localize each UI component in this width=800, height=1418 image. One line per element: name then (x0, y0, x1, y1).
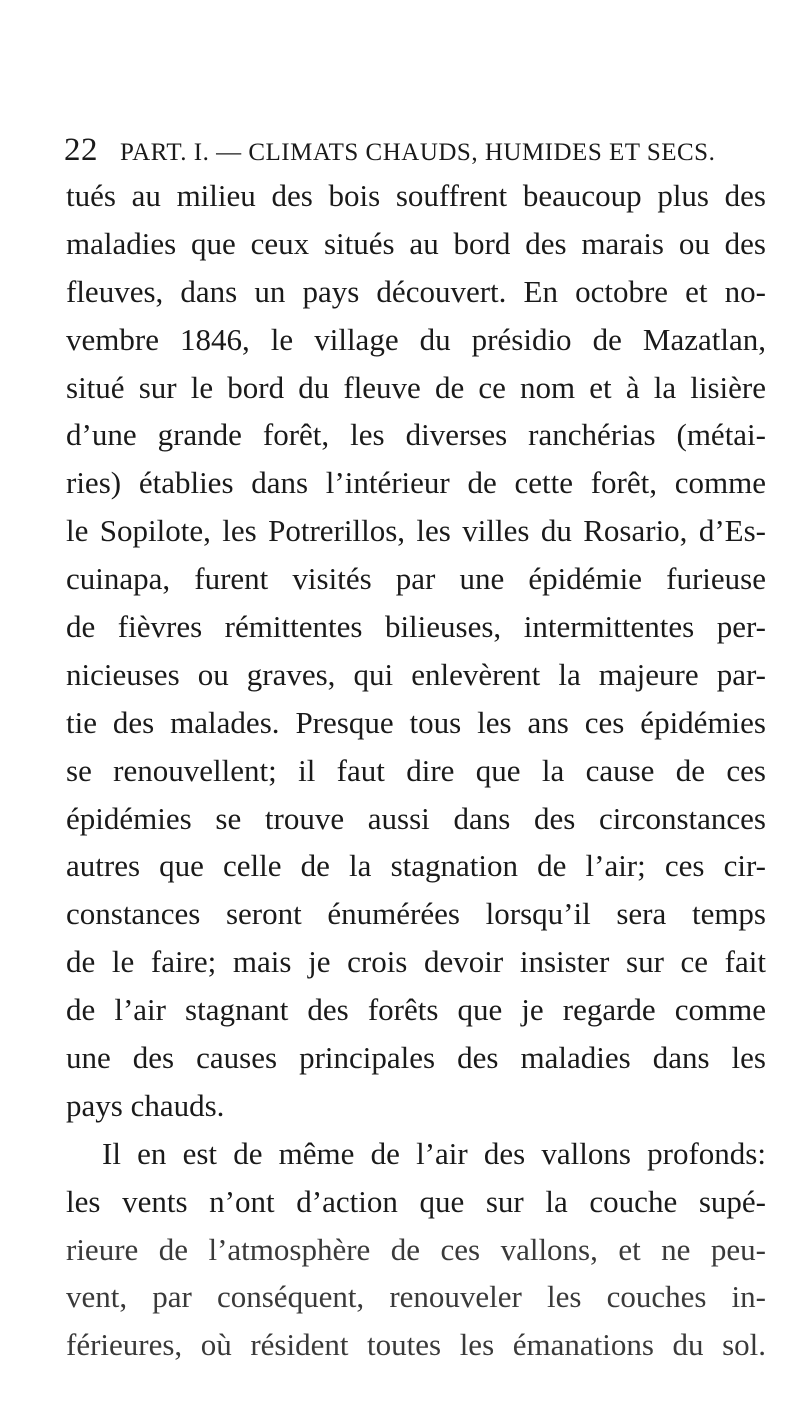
text-line: cuinapa, furent visités par une épidémie furieuse (66, 561, 766, 597)
text-line: situé sur le bord du fleuve de ce nom et à la lisière (66, 369, 766, 405)
text-line: ries) établies dans l’intérieur de cette forêt, comme (66, 465, 766, 501)
body-text (66, 172, 766, 1369)
text-line: autres que celle de la stagnation de l’air; ces cir- (66, 848, 766, 884)
paragraph-start-line: Il en est de même de l’air des vallons profonds: (102, 1135, 766, 1171)
text-line: tie des malades. Presque tous les ans ces épidémies (66, 704, 766, 740)
running-header (64, 132, 764, 172)
paragraph-end-line: pays chauds. (66, 1087, 225, 1123)
page-number: 22 (64, 132, 98, 168)
text-line: tués au milieu des bois souffrent beaucoup plus des (66, 178, 766, 213)
text-line: de l’air stagnant des forêts que je regarde comme (66, 992, 766, 1028)
text-line: de fièvres rémittentes bilieuses, intermittentes per- (66, 609, 766, 645)
text-line: vembre 1846, le village du présidio de Mazatlan, (66, 321, 766, 357)
text-line: les vents n’ont d’action que sur la couche supé- (66, 1183, 766, 1219)
text-line: épidémies se trouve aussi dans des circonstances (66, 800, 766, 836)
text-line: rieure de l’atmosphère de ces vallons, et ne peu- (66, 1231, 766, 1267)
text-line: nicieuses ou graves, qui enlevèrent la majeure par- (66, 656, 766, 692)
text-line: maladies que ceux situés au bord des marais ou des (66, 225, 766, 261)
text-line: férieures, où résident toutes les émanations du sol. (66, 1327, 766, 1363)
text-line: fleuves, dans un pays découvert. En octobre et no- (66, 273, 766, 309)
text-line: vent, par conséquent, renouveler les couches in- (66, 1279, 766, 1315)
text-line: d’une grande forêt, les diverses ranchérias (métai- (66, 417, 766, 453)
running-title: PART. I. — CLIMATS CHAUDS, HUMIDES ET SECS. (120, 139, 716, 166)
text-line: constances seront énumérées lorsqu’il sera temps (66, 896, 766, 932)
text-line: une des causes principales des maladies dans les (66, 1040, 766, 1076)
text-line: le Sopilote, les Potrerillos, les villes du Rosario, d’Es- (66, 513, 766, 549)
text-line: se renouvellent; il faut dire que la cause de ces (66, 752, 766, 788)
text-line: de le faire; mais je crois devoir insister sur ce fait (66, 944, 766, 980)
